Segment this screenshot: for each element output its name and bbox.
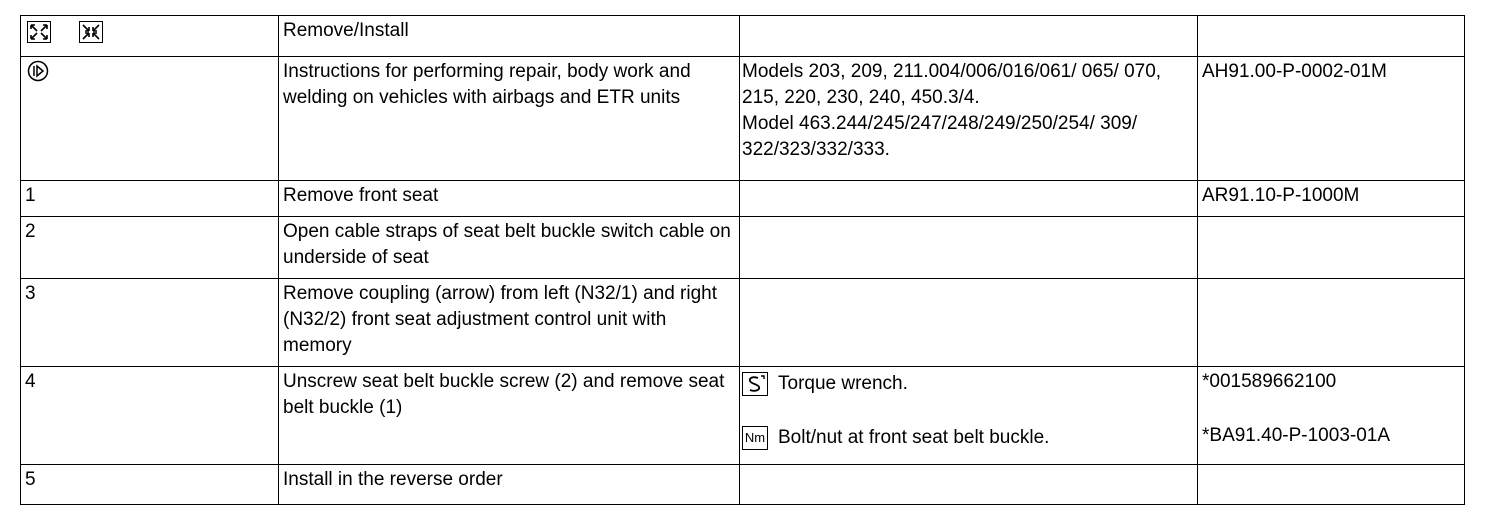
table-row	[21, 181, 1465, 217]
refs-cell	[1198, 367, 1465, 465]
torque-spec-reference-link[interactable]: *BA91.40-P-1003-01A	[1202, 425, 1391, 446]
torque-spec-line	[742, 423, 1193, 453]
step-text: Unscrew seat belt buckle screw (2) and remove seat belt buckle (1)	[279, 367, 740, 465]
step-number: 2	[21, 217, 279, 279]
install-icon	[79, 21, 103, 43]
step-text: Remove coupling (arrow) from left (N32/1) and right (N32/2) front seat adjustment control unit with memory	[279, 279, 740, 367]
safety-models: Models 203, 209, 211.004/006/016/061/ 065/ 070, 215, 220, 230, 240, 450.3/4. Model 463.244/245/247/248/249/250/254/ 309/ 322/323/332/333.	[740, 57, 1198, 181]
safety-reference-link[interactable]: AH91.00-P-0002-01M	[1198, 57, 1465, 181]
nm-icon: Nm	[742, 426, 768, 450]
step-text: Install in the reverse order	[279, 465, 740, 505]
step-number: 4	[21, 367, 279, 465]
step-reference-link[interactable]: AR91.10-P-1000M	[1198, 181, 1465, 217]
torque-wrench-icon	[742, 372, 768, 396]
remove-icon	[27, 21, 51, 43]
safety-note-icon	[27, 60, 49, 82]
step-text: Open cable straps of seat belt buckle switch cable on underside of seat	[279, 217, 740, 279]
torque-wrench-line	[742, 369, 1193, 399]
step-number: 1	[21, 181, 279, 217]
header-title: Remove/Install	[279, 16, 740, 57]
table-row	[21, 465, 1465, 505]
tool-reference-link[interactable]: *001589662100	[1202, 371, 1337, 392]
safety-instructions: Instructions for performing repair, body work and welding on vehicles with airbags and ETR units	[279, 57, 740, 181]
procedure-table	[20, 15, 1465, 505]
torque-wrench-text: Torque wrench.	[778, 373, 908, 394]
step-text: Remove front seat	[279, 181, 740, 217]
table-row	[21, 217, 1465, 279]
tools-cell	[740, 367, 1198, 465]
header-icons-cell	[21, 16, 279, 57]
step-number: 5	[21, 465, 279, 505]
table-row	[21, 279, 1465, 367]
table-row-safety	[21, 57, 1465, 181]
table-row-header	[21, 16, 1465, 57]
step-number: 3	[21, 279, 279, 367]
table-row	[21, 367, 1465, 465]
torque-spec-text: Bolt/nut at front seat belt buckle.	[778, 427, 1050, 448]
